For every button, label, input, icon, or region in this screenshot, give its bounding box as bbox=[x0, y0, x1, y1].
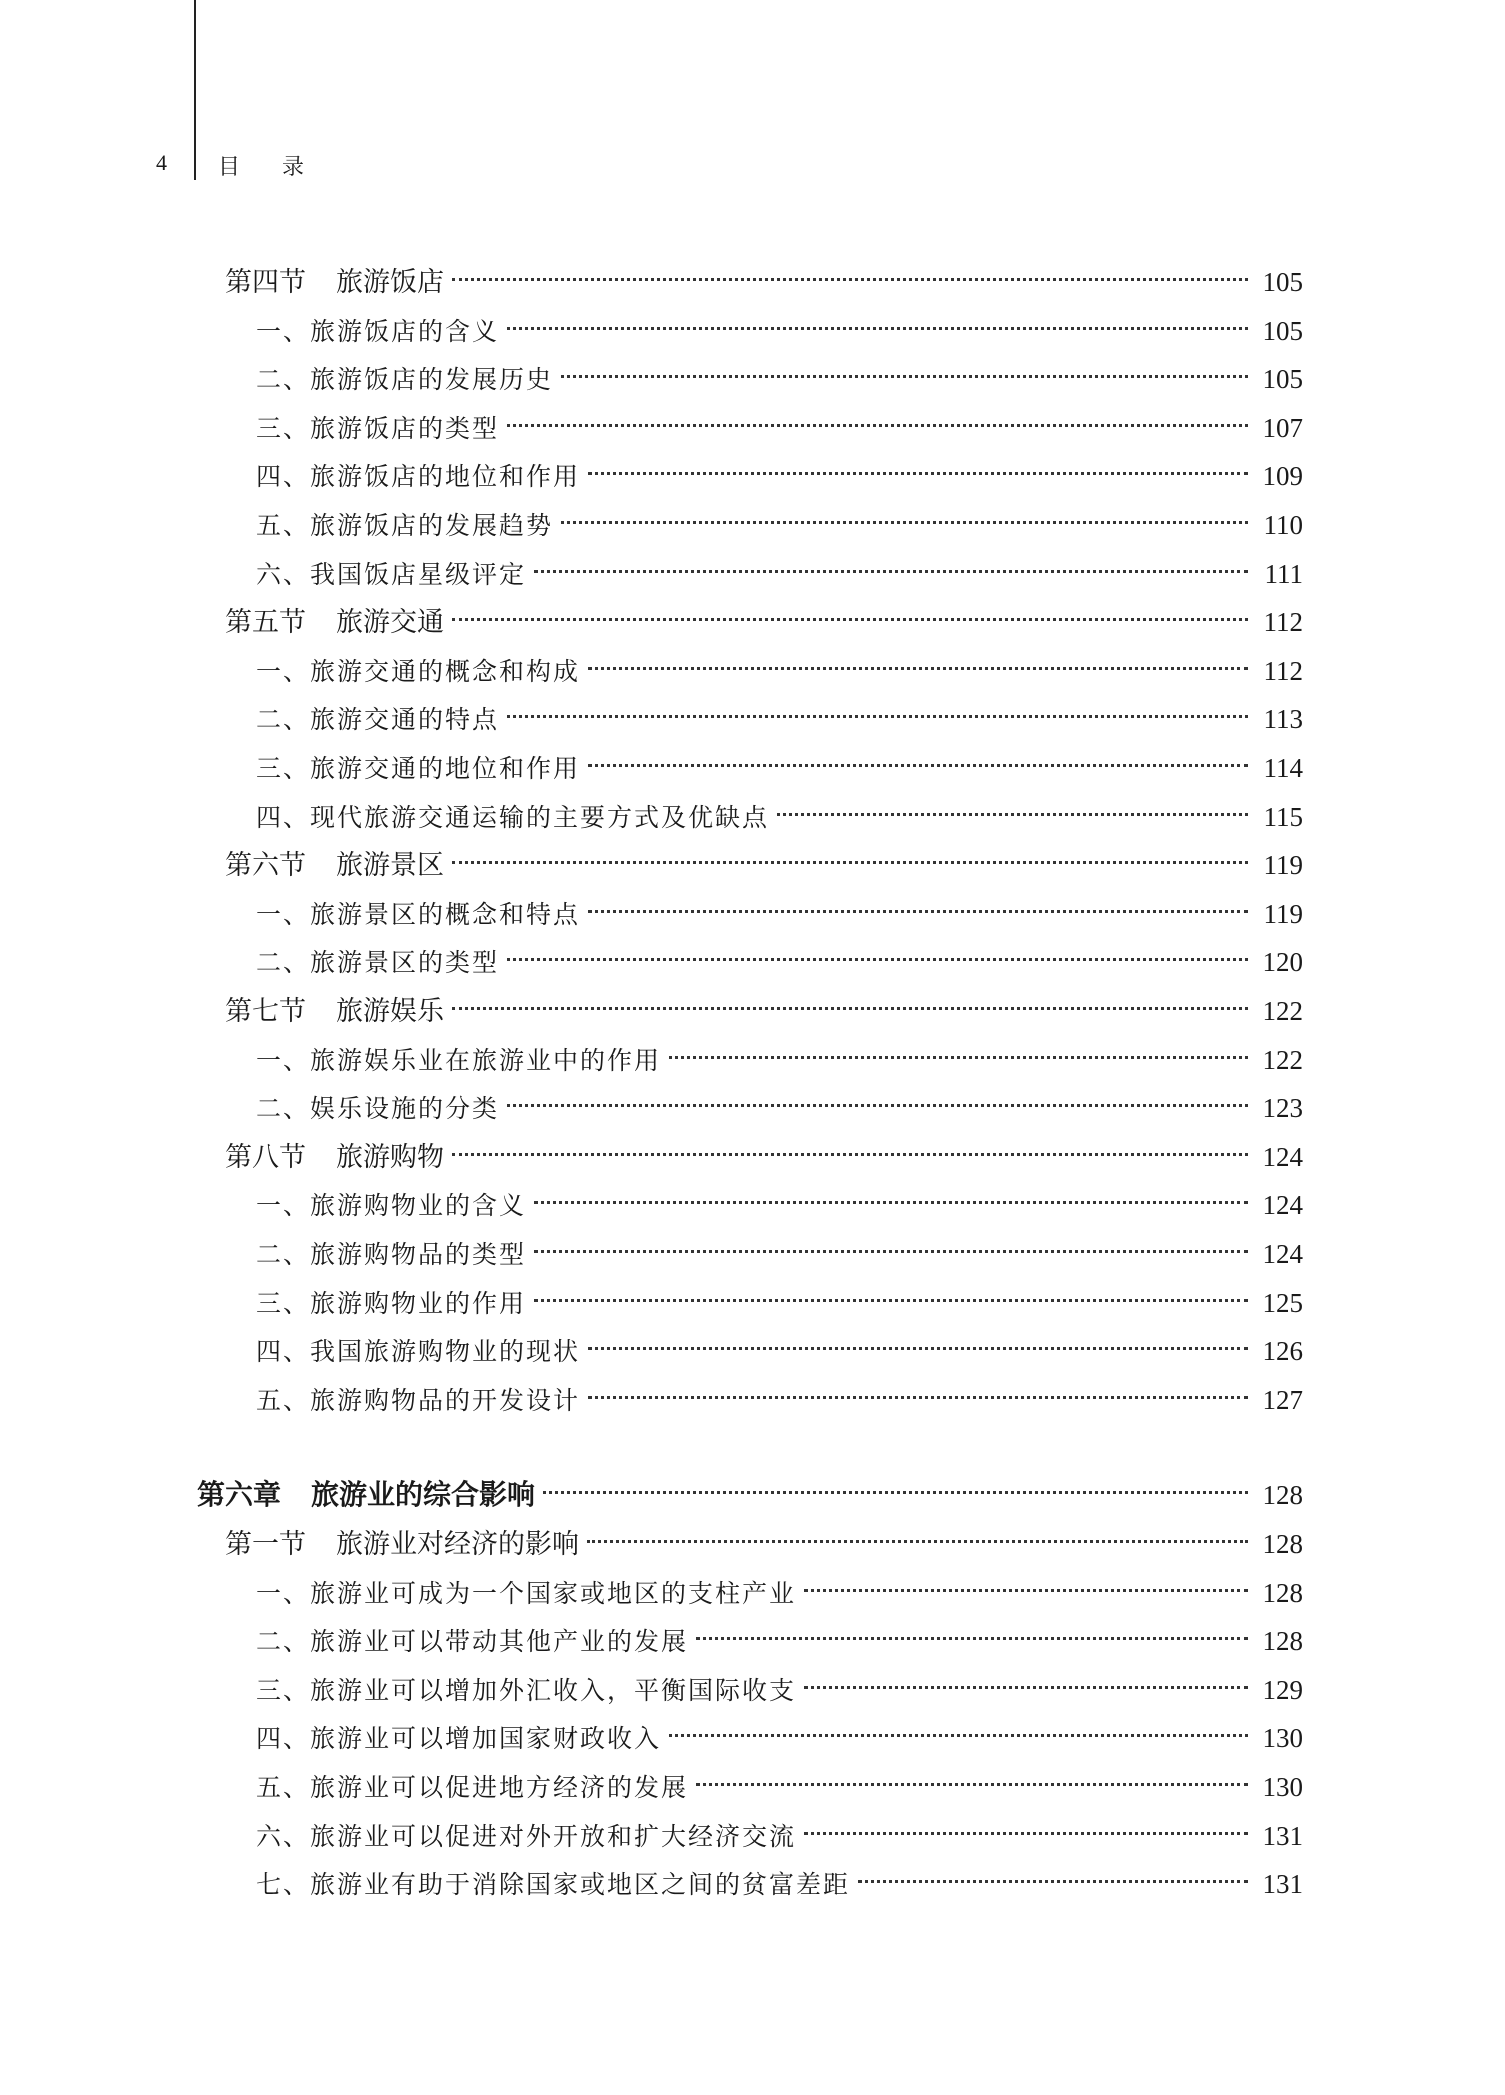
toc-entry-page: 111 bbox=[1264, 558, 1303, 589]
toc-entry-page: 105 bbox=[1262, 364, 1303, 395]
dot-leader bbox=[696, 1637, 1248, 1640]
toc-entry-number: 二、 bbox=[256, 365, 311, 395]
toc-entry-title: 旅游业可以促进对外开放和扩大经济交流 bbox=[310, 1821, 797, 1851]
toc-entry-number: 一、 bbox=[256, 656, 311, 686]
toc-entry-number: 六、 bbox=[256, 1821, 311, 1851]
toc-entry-item[interactable] bbox=[256, 1376, 1303, 1424]
toc-entry-item[interactable] bbox=[256, 938, 1303, 986]
toc-entry-title: 旅游交通的特点 bbox=[310, 705, 500, 735]
toc-entry-title: 旅游购物 bbox=[336, 1141, 444, 1173]
toc-entry-title: 旅游交通的概念和构成 bbox=[310, 656, 581, 686]
toc-entry-item[interactable] bbox=[256, 355, 1303, 403]
toc-entry-item[interactable] bbox=[256, 1279, 1303, 1327]
toc-entry-number: 一、 bbox=[256, 1045, 311, 1075]
toc-entry-number: 第四节 bbox=[225, 267, 306, 298]
toc-entry-title: 旅游业可以带动其他产业的发展 bbox=[310, 1627, 689, 1657]
dot-leader bbox=[507, 424, 1248, 427]
dot-leader bbox=[696, 1783, 1248, 1786]
toc-entry-item[interactable] bbox=[256, 1327, 1303, 1375]
toc-entry-number: 第一节 bbox=[225, 1529, 306, 1560]
toc-entry-title: 我国饭店星级评定 bbox=[310, 559, 527, 589]
toc-entry-title: 旅游购物业的作用 bbox=[310, 1288, 527, 1318]
toc-entry-page: 128 bbox=[1262, 1626, 1303, 1657]
toc-entry-number: 二、 bbox=[256, 1094, 311, 1124]
toc-entry-title: 旅游饭店的发展趋势 bbox=[310, 511, 554, 540]
toc-entry-page: 123 bbox=[1262, 1093, 1303, 1124]
dot-leader bbox=[858, 1880, 1248, 1883]
toc-entry-item[interactable] bbox=[256, 307, 1303, 355]
dot-leader bbox=[534, 1201, 1248, 1204]
toc-entry-page: 125 bbox=[1262, 1287, 1303, 1318]
toc-entry-number: 四、 bbox=[256, 462, 311, 492]
toc-entry-number: 第六章 bbox=[197, 1478, 282, 1512]
dot-leader bbox=[507, 715, 1248, 718]
toc-entry-title: 旅游景区的概念和特点 bbox=[310, 899, 581, 929]
toc-entry-number: 二、 bbox=[256, 948, 311, 978]
dot-leader bbox=[588, 1396, 1248, 1399]
toc-entry-page: 115 bbox=[1263, 801, 1303, 832]
toc-entry-number: 四、 bbox=[256, 1337, 311, 1367]
toc-entry-number: 五、 bbox=[256, 511, 311, 540]
toc-entry-number: 第七节 bbox=[225, 996, 306, 1027]
toc-entry-page: 124 bbox=[1262, 1239, 1303, 1269]
toc-entry-number: 二、 bbox=[256, 705, 311, 735]
toc-entry-number: 一、 bbox=[256, 1191, 311, 1221]
toc-entry-title: 旅游交通的地位和作用 bbox=[310, 754, 581, 783]
page-number: 4 bbox=[156, 150, 167, 175]
toc-entry-page: 120 bbox=[1262, 947, 1303, 978]
toc-entry-number: 三、 bbox=[256, 1288, 311, 1318]
toc-entry-number: 五、 bbox=[256, 1773, 311, 1802]
toc-entry-item[interactable] bbox=[256, 647, 1303, 695]
toc-entry-title: 旅游交通 bbox=[336, 607, 444, 639]
toc-entry-page: 130 bbox=[1262, 1772, 1303, 1802]
toc-entry-number: 一、 bbox=[256, 1578, 311, 1608]
toc-entry-item[interactable] bbox=[256, 550, 1303, 598]
toc-entry-item[interactable] bbox=[256, 1036, 1303, 1084]
dot-leader bbox=[534, 1299, 1248, 1302]
toc-entry-page: 112 bbox=[1263, 607, 1303, 638]
toc-entry-number: 七、 bbox=[256, 1870, 311, 1900]
toc-entry-page: 119 bbox=[1263, 898, 1303, 929]
toc-entry-page: 127 bbox=[1262, 1384, 1303, 1415]
toc-entry-title: 旅游饭店的发展历史 bbox=[310, 365, 554, 395]
toc-entry-number: 五、 bbox=[256, 1385, 311, 1415]
dot-leader bbox=[588, 667, 1248, 670]
dot-leader bbox=[507, 1104, 1248, 1107]
toc-entry-page: 129 bbox=[1262, 1674, 1303, 1705]
dot-leader bbox=[588, 1347, 1248, 1350]
toc-entry-page: 131 bbox=[1262, 1820, 1303, 1851]
toc-entry-item[interactable] bbox=[256, 452, 1303, 500]
toc-entry-title: 现代旅游交通运输的主要方式及优缺点 bbox=[310, 802, 770, 832]
dot-leader bbox=[561, 375, 1248, 378]
dot-leader bbox=[534, 1250, 1248, 1253]
dot-leader bbox=[452, 278, 1248, 281]
toc-entry-title: 旅游娱乐 bbox=[336, 996, 444, 1027]
toc-entry-section[interactable] bbox=[225, 1133, 1303, 1181]
toc-entry-title: 我国旅游购物业的现状 bbox=[310, 1337, 581, 1367]
toc-entry-title: 娱乐设施的分类 bbox=[310, 1094, 500, 1124]
toc-entry-item[interactable] bbox=[256, 1666, 1303, 1714]
toc-entry-title: 旅游饭店的含义 bbox=[310, 316, 500, 346]
toc-entry-item[interactable] bbox=[256, 744, 1303, 792]
toc-entry-title: 旅游业可以促进地方经济的发展 bbox=[310, 1773, 689, 1802]
toc-entry-title: 旅游购物品的类型 bbox=[310, 1240, 527, 1269]
toc-entry-number: 三、 bbox=[256, 1675, 311, 1705]
running-header bbox=[0, 150, 600, 186]
toc-entry-number: 第六节 bbox=[225, 850, 306, 882]
toc-entry-page: 107 bbox=[1262, 412, 1303, 443]
toc-entry-page: 126 bbox=[1262, 1336, 1303, 1367]
running-title: 目录 bbox=[218, 155, 347, 180]
dot-leader bbox=[452, 1007, 1248, 1010]
toc-entry-number: 一、 bbox=[256, 899, 311, 929]
dot-leader bbox=[777, 813, 1248, 816]
toc-entry-title: 旅游景区的类型 bbox=[310, 948, 500, 978]
toc-entry-number: 一、 bbox=[256, 316, 311, 346]
toc-entry-item[interactable] bbox=[256, 1230, 1303, 1278]
toc-entry-page: 113 bbox=[1263, 704, 1303, 735]
dot-leader bbox=[804, 1589, 1248, 1592]
toc-entry-title: 旅游景区 bbox=[336, 850, 444, 882]
toc-entry-page: 122 bbox=[1262, 996, 1303, 1026]
toc-entry-section[interactable] bbox=[225, 1520, 1303, 1568]
toc-entry-section[interactable] bbox=[225, 987, 1303, 1035]
toc-entry-page: 128 bbox=[1262, 1577, 1303, 1608]
toc-entry-item[interactable] bbox=[256, 1181, 1303, 1229]
toc-entry-number: 三、 bbox=[256, 413, 311, 443]
toc-entry-title: 旅游购物业的含义 bbox=[310, 1191, 527, 1221]
toc-entry-item[interactable] bbox=[256, 695, 1303, 743]
toc-entry-page: 112 bbox=[1263, 655, 1303, 686]
toc-entry-page: 128 bbox=[1262, 1529, 1303, 1559]
toc-entry-number: 四、 bbox=[256, 1724, 311, 1754]
toc-entry-page: 124 bbox=[1262, 1141, 1303, 1172]
dot-leader bbox=[669, 1734, 1248, 1737]
toc-entry-title: 旅游业有助于消除国家或地区之间的贫富差距 bbox=[310, 1870, 851, 1900]
dot-leader bbox=[534, 570, 1248, 573]
toc-entry-item[interactable] bbox=[256, 1084, 1303, 1132]
dot-leader bbox=[588, 472, 1248, 475]
dot-leader bbox=[452, 618, 1248, 621]
dot-leader bbox=[804, 1832, 1248, 1835]
dot-leader bbox=[452, 1153, 1248, 1156]
toc-entry-page: 119 bbox=[1263, 850, 1303, 881]
toc-entry-number: 二、 bbox=[256, 1240, 311, 1269]
toc-entry-page: 122 bbox=[1262, 1044, 1303, 1075]
toc-entry-item[interactable] bbox=[256, 1812, 1303, 1860]
toc-entry-title: 旅游饭店的类型 bbox=[310, 413, 500, 443]
toc-entry-item[interactable] bbox=[256, 1569, 1303, 1617]
toc-entry-number: 第五节 bbox=[225, 607, 306, 639]
toc-entry-page: 124 bbox=[1262, 1190, 1303, 1221]
toc-entry-chapter[interactable] bbox=[197, 1471, 1303, 1519]
dot-leader bbox=[804, 1686, 1248, 1689]
toc-entry-page: 109 bbox=[1262, 461, 1303, 492]
toc-entry-page: 128 bbox=[1262, 1480, 1303, 1511]
toc-entry-page: 110 bbox=[1263, 510, 1303, 540]
dot-leader bbox=[588, 910, 1248, 913]
toc-entry-number: 六、 bbox=[256, 559, 311, 589]
toc-entry-item[interactable] bbox=[256, 1714, 1303, 1762]
toc-entry-item[interactable] bbox=[256, 501, 1303, 549]
toc-entry-item[interactable] bbox=[256, 793, 1303, 841]
toc-entry-section[interactable] bbox=[225, 258, 1303, 306]
dot-leader bbox=[543, 1491, 1248, 1494]
toc-entry-title: 旅游业可以增加外汇收入，平衡国际收支 bbox=[310, 1675, 797, 1705]
toc-entry-item[interactable] bbox=[256, 1617, 1303, 1665]
toc-entry-item[interactable] bbox=[256, 890, 1303, 938]
toc-entry-title: 旅游饭店 bbox=[336, 267, 444, 298]
toc-entry-title: 旅游业的综合影响 bbox=[311, 1478, 536, 1512]
toc-entry-title: 旅游娱乐业在旅游业中的作用 bbox=[310, 1045, 662, 1075]
toc-entry-number: 四、 bbox=[256, 802, 311, 832]
toc-entry-item[interactable] bbox=[256, 404, 1303, 452]
dot-leader bbox=[669, 1056, 1248, 1059]
dot-leader bbox=[587, 1540, 1248, 1543]
toc-entry-section[interactable] bbox=[225, 598, 1303, 646]
toc-entry-page: 130 bbox=[1262, 1723, 1303, 1754]
toc-entry-item[interactable] bbox=[256, 1860, 1303, 1908]
toc-entry-number: 二、 bbox=[256, 1627, 311, 1657]
dot-leader bbox=[452, 861, 1248, 864]
toc-entry-title: 旅游业对经济的影响 bbox=[336, 1529, 579, 1560]
toc-entry-page: 105 bbox=[1262, 315, 1303, 346]
toc-entry-title: 旅游业可成为一个国家或地区的支柱产业 bbox=[310, 1578, 797, 1608]
dot-leader bbox=[588, 764, 1248, 767]
toc-entry-number: 第八节 bbox=[225, 1141, 306, 1173]
dot-leader bbox=[561, 521, 1248, 524]
dot-leader bbox=[507, 327, 1248, 330]
toc-entry-page: 131 bbox=[1262, 1869, 1303, 1900]
toc-entry-item[interactable] bbox=[256, 1763, 1303, 1811]
toc-entry-page: 105 bbox=[1262, 267, 1303, 297]
toc-entry-number: 三、 bbox=[256, 754, 311, 783]
toc-entry-title: 旅游业可以增加国家财政收入 bbox=[310, 1724, 662, 1754]
toc-entry-section[interactable] bbox=[225, 841, 1303, 889]
toc-entry-title: 旅游饭店的地位和作用 bbox=[310, 462, 581, 492]
dot-leader bbox=[507, 958, 1248, 961]
toc-entry-title: 旅游购物品的开发设计 bbox=[310, 1385, 581, 1415]
toc-entry-page: 114 bbox=[1263, 753, 1303, 783]
